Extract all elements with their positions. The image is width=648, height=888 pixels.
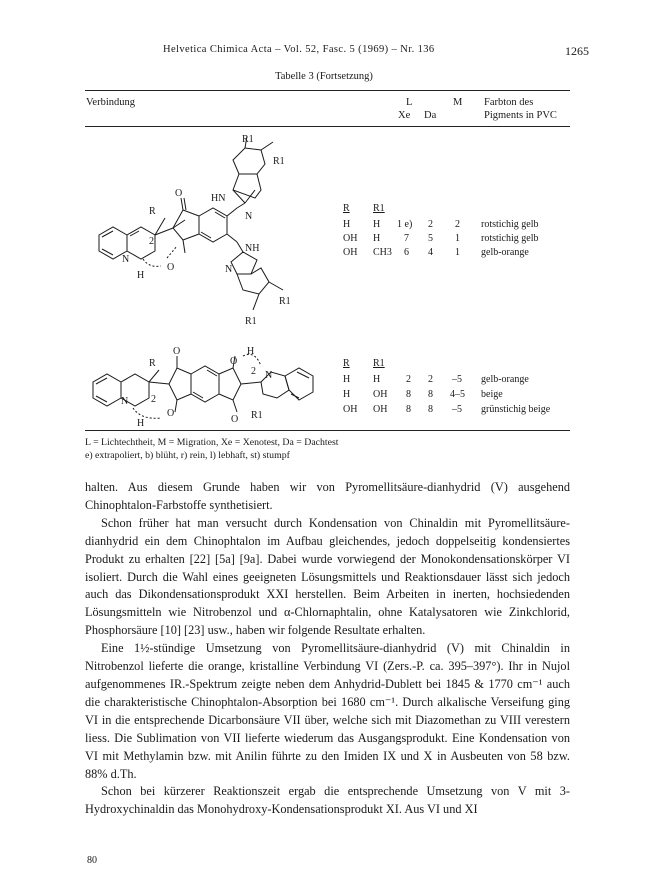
s1-row2-da: 5 — [428, 233, 433, 244]
s2-header-r1: R1 — [373, 358, 385, 369]
n1-label: N — [245, 211, 253, 222]
s2-two-a: 2 — [251, 366, 256, 377]
s2-r1: R1 — [251, 410, 263, 421]
s2-row1-farbton: gelb-orange — [481, 374, 529, 385]
s2-row3-xe: 8 — [406, 404, 411, 415]
r-label: R — [149, 206, 156, 217]
col-farbton-1: Farbton des — [484, 97, 534, 108]
s2-row1-m: –5 — [452, 374, 462, 385]
s2-row2-xe: 8 — [406, 389, 411, 400]
left-indandione-ring — [169, 368, 191, 400]
hydrogen-bond — [143, 259, 161, 266]
s2-n-r: N — [265, 370, 273, 381]
paragraph-4: Schon bei kürzerer Reaktionszeit ergab die entsprechende Umsetzung von V mit 3-Hydroxychinaldin das Monohydroxy-Kondensationsprodukt XI. Aus VI und XI — [85, 784, 570, 817]
col-xe: Xe — [398, 110, 411, 121]
structure-diagram-dichinophtalon — [85, 342, 335, 432]
h-bottom-label: H — [137, 270, 145, 281]
s2-row3-da: 8 — [428, 404, 433, 415]
hydrogen-bond-left — [133, 408, 161, 418]
s1-row1-r: H — [343, 219, 351, 230]
s2-row1-xe: 2 — [406, 374, 411, 385]
r1-bottom2: R1 — [245, 316, 257, 327]
s1-row1-r1: H — [373, 219, 381, 230]
s2-o4: O — [231, 414, 239, 425]
s1-row1-m: 2 — [455, 219, 460, 230]
lower-benzo-ring — [237, 268, 269, 294]
n2-label: N — [225, 264, 233, 275]
right-indandione-ring — [219, 368, 241, 400]
s1-row2-r1: H — [373, 233, 381, 244]
lower-imidazole-ring — [231, 252, 257, 274]
s1-row1-farbton: rotstichig gelb — [481, 219, 539, 230]
footnote-legend: L = Lichtechtheit, M = Migration, Xe = Xenotest, Da = Dachtest — [85, 437, 339, 448]
s2-row3-r1: OH — [373, 404, 388, 415]
s1-row3-r: OH — [343, 247, 358, 258]
s1-row1-da: 2 — [428, 219, 433, 230]
s1-row2-r: OH — [343, 233, 358, 244]
table-bottom-rule — [85, 430, 570, 431]
s2-h-bot: H — [137, 418, 145, 429]
s2-r: R — [149, 358, 156, 369]
s1-row3-r1: CH3 — [373, 247, 392, 258]
s1-row2-m: 1 — [455, 233, 460, 244]
col-farbton-2: Pigments in PVC — [484, 110, 557, 121]
central-benzene-ring — [199, 208, 227, 242]
s2-two-b: 2 — [151, 394, 156, 405]
table-top-rule — [85, 90, 570, 91]
s2-row3-m: –5 — [452, 404, 462, 415]
journal-header: Helvetica Chimica Acta – Vol. 52, Fasc. 5 (1969) – Nr. 136 — [163, 44, 435, 55]
s2-row1-r: H — [343, 374, 351, 385]
structure-diagram-bisbenzimidazole — [85, 128, 325, 348]
s2-row2-farbton: beige — [481, 389, 503, 400]
hn-label: HN — [211, 193, 226, 204]
s1-header-r1: R1 — [373, 203, 385, 214]
s2-header-r: R — [343, 358, 350, 369]
s2-row2-da: 8 — [428, 389, 433, 400]
s1-row2-xe: 7 — [404, 233, 409, 244]
s2-o3: O — [167, 408, 175, 419]
r1-top: R1 — [242, 134, 254, 145]
footnote-abbrev: e) extrapoliert, b) blüht, r) rein, l) lebhaft, st) stumpf — [85, 450, 290, 461]
central-benzene-ring — [191, 366, 219, 402]
s2-o1: O — [173, 346, 181, 357]
col-l: L — [406, 97, 413, 108]
s2-n-l: N — [121, 396, 129, 407]
col-m: M — [453, 97, 463, 108]
upper-benzo-ring — [233, 148, 265, 174]
s1-row3-m: 1 — [455, 247, 460, 258]
body-text — [85, 479, 570, 819]
r1-top2: R1 — [273, 156, 285, 167]
s2-row2-m: 4–5 — [450, 389, 465, 400]
col-verbindung: Verbindung — [86, 97, 135, 108]
s1-row3-xe: 6 — [404, 247, 409, 258]
s2-row2-r: H — [343, 389, 351, 400]
paragraph-3: Eine 1½-stündige Umsetzung von Pyromellitsäure-dianhydrid (V) mit Chinaldin in Nitrobenzol lieferte die orange, kristalline Verbindung VI (Zers.-P. ca. 395–397°). Ihr in Nujol aufgenommenes IR.-Spektrum zeigte neben dem Anhydrid-Dublett bei 1845 & 1770 cm⁻¹ auch die charakteristische Chinophtalon-Absorption bei 1680 cm⁻¹. Durch alkalische Verseifung ging VI in die entsprechende Dicarbonsäure VII über, welche sich mit Diazomethan zu VIII verestern liess. Die Sublimation von VII lieferte wiederum das Ausgangsprodukt. Eine Kondensation von VI mit Methylamin bzw. mit Anilin führte zu den Imiden IX und X in Ausbeuten von 58 bzw. 88% d.Th. — [85, 641, 570, 781]
n-left-label: N — [122, 254, 130, 265]
s1-row2-farbton: rotstichig gelb — [481, 233, 539, 244]
folio-number: 80 — [87, 855, 97, 866]
col-da: Da — [424, 110, 437, 121]
table-caption: Tabelle 3 (Fortsetzung) — [275, 71, 373, 82]
r1-bottom: R1 — [279, 296, 291, 307]
s1-row1-xe: 1 e) — [397, 219, 413, 230]
s1-row3-da: 4 — [428, 247, 433, 258]
s2-o2: O — [230, 356, 238, 367]
two-label: 2 — [149, 236, 154, 247]
s1-row3-farbton: gelb-orange — [481, 247, 529, 258]
table-header-rule — [85, 126, 570, 127]
nh-label: NH — [245, 243, 260, 254]
page-number: 1265 — [565, 44, 589, 58]
o-top-label: O — [175, 188, 183, 199]
paragraph-1: halten. Aus diesem Grunde haben wir von Pyromellitsäure-dianhydrid (V) ausgehend Chinophtalon-Farbstoffe synthetisiert. — [85, 480, 570, 512]
s2-row1-r1: H — [373, 374, 381, 385]
s1-header-r: R — [343, 203, 350, 214]
left-quinoline-benzo-ring — [93, 374, 121, 406]
s2-row2-r1: OH — [373, 389, 388, 400]
s2-row1-da: 2 — [428, 374, 433, 385]
paragraph-2: Schon früher hat man versucht durch Kondensation von Chinaldin mit Pyromellitsäure-dianhydrid ein dem Chinophtalon im Aufbau gleichendes, jedoch doppelseitig kondensiertes Produkt zu erhalten [22] [5a] [9a]. Dabei wurde vorwiegend der Monokondensationskörper VI isoliert. Durch die Wahl eines geeigneten Lösungsmittels und Reaktionsdauer lässt sich jedoch auch das Dikondensationsprodukt XXI herstellen. Beim Arbeiten in inerten, hochsiedenden Lösungsmitteln wie Nitrobenzol und α-Chlornaphtalin, ohne Katalysatoren wie Zinkchlorid, Phosphorsäure [10] [23] usw., haben wir folgende Resultate erhalten. — [85, 515, 570, 638]
s2-row3-r: OH — [343, 404, 358, 415]
o-bottom-label: O — [167, 262, 175, 273]
s2-h-top: H — [247, 346, 255, 357]
s2-row3-farbton: grünstichig beige — [481, 404, 551, 415]
